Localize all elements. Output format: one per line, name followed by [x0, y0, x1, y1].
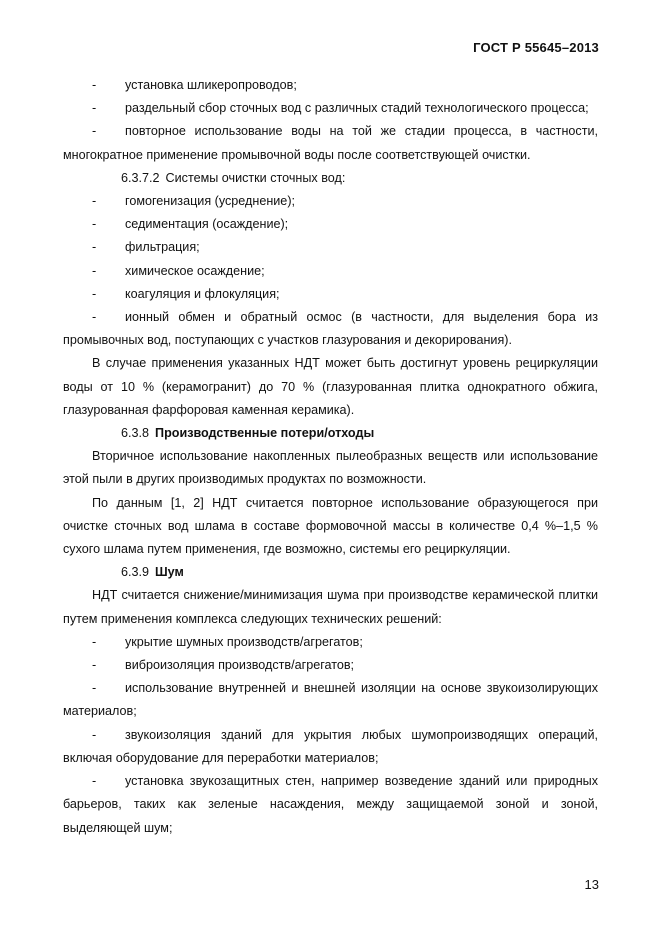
list-item — [63, 631, 598, 654]
list-dash: - — [92, 658, 97, 673]
list-item-text: звукоизоляция зданий для укрытия любых шумопроизводящих операций, включая оборудование для переработки материалов; — [63, 727, 598, 765]
list-item-text: установка шликеропроводов; — [125, 78, 297, 92]
list-dash: - — [92, 634, 97, 649]
page-body — [63, 74, 598, 840]
section-number: 6.3.8 — [121, 426, 150, 441]
list-item — [63, 724, 598, 770]
section-title: Шум — [155, 565, 184, 580]
list-item — [63, 236, 598, 259]
subsection-title: Системы очистки сточных вод: — [165, 170, 346, 185]
list-dash: - — [92, 240, 97, 255]
list-dash: - — [92, 124, 97, 139]
paragraph: По данным [1, 2] НДТ считается повторное использование образующегося при очистке сточных вод шлама в составе формовочной массы в количестве 0,4 %–1,5 % сухого шлама путем применения, где возможно, системы его рециркуляции. — [63, 495, 598, 557]
list-item — [63, 213, 598, 236]
list-item — [63, 654, 598, 677]
list-item — [63, 97, 598, 120]
section-title: Производственные потери/отходы — [155, 426, 375, 441]
list-dash: - — [92, 263, 97, 278]
paragraph: Вторичное использование накопленных пылеобразных веществ или использование этой пыли в других производимых продуктах по возможности. — [63, 449, 598, 487]
list-dash: - — [92, 310, 97, 325]
list-item-text: повторное использование воды на той же стадии процесса, в частности, многократное применение промывочной воды после соответствующей очистки. — [63, 124, 598, 162]
list-dash: - — [92, 101, 97, 116]
list-item-text: использование внутренней и внешней изоляции на основе звукоизолирующих материалов; — [63, 681, 598, 719]
list-dash: - — [92, 194, 97, 209]
subsection-heading — [63, 167, 598, 190]
standard-header: ГОСТ Р 55645–2013 — [473, 40, 599, 55]
list-item-text: установка звукозащитных стен, например возведение зданий или природных барьеров, таких как зеленые насаждения, между защищаемой зоной и зоной, выделяющей шум; — [63, 774, 598, 835]
list-item-text: раздельный сбор сточных вод с различных стадий технологического процесса; — [125, 101, 589, 116]
page-number: 13 — [584, 877, 599, 892]
list-item-text: фильтрация; — [125, 240, 200, 255]
paragraph: НДТ считается снижение/минимизация шума при производстве керамической плитки путем применения комплекса следующих технических решений: — [63, 588, 598, 626]
list-item-text: коагуляция и флокуляция; — [125, 286, 280, 301]
list-item — [63, 283, 598, 306]
list-item-text: гомогенизация (усреднение); — [125, 194, 296, 209]
section-heading — [63, 422, 598, 445]
list-dash: - — [92, 681, 97, 696]
list-dash: - — [92, 727, 97, 742]
list-dash: - — [92, 78, 97, 92]
list-item-text: химическое осаждение; — [125, 263, 265, 278]
list-item — [63, 770, 598, 840]
section-heading — [63, 561, 598, 584]
list-item — [63, 677, 598, 723]
list-item-text: виброизоляция производств/агрегатов; — [125, 658, 355, 673]
list-dash: - — [92, 774, 97, 789]
list-item-text: седиментация (осаждение); — [125, 217, 289, 232]
list-dash: - — [92, 217, 97, 232]
list-item-text: ионный обмен и обратный осмос (в частности, для выделения бора из промывочных вод, поступающих с участков глазурования и декорирования). — [63, 310, 598, 348]
section-number: 6.3.9 — [121, 565, 150, 580]
paragraph: В случае применения указанных НДТ может быть достигнут уровень рециркуляции воды от 10 % (керамогранит) до 70 % (глазурованная плитка однократного обжига, глазурованная фарфоровая каменная керамика). — [63, 356, 598, 417]
list-item-text: укрытие шумных производств/агрегатов; — [125, 634, 363, 649]
subsection-number: 6.3.7.2 — [121, 170, 160, 185]
list-dash: - — [92, 286, 97, 301]
list-item — [63, 120, 598, 166]
list-item — [63, 260, 598, 283]
list-item — [63, 306, 598, 352]
list-item — [63, 190, 598, 213]
list-item — [63, 74, 598, 97]
